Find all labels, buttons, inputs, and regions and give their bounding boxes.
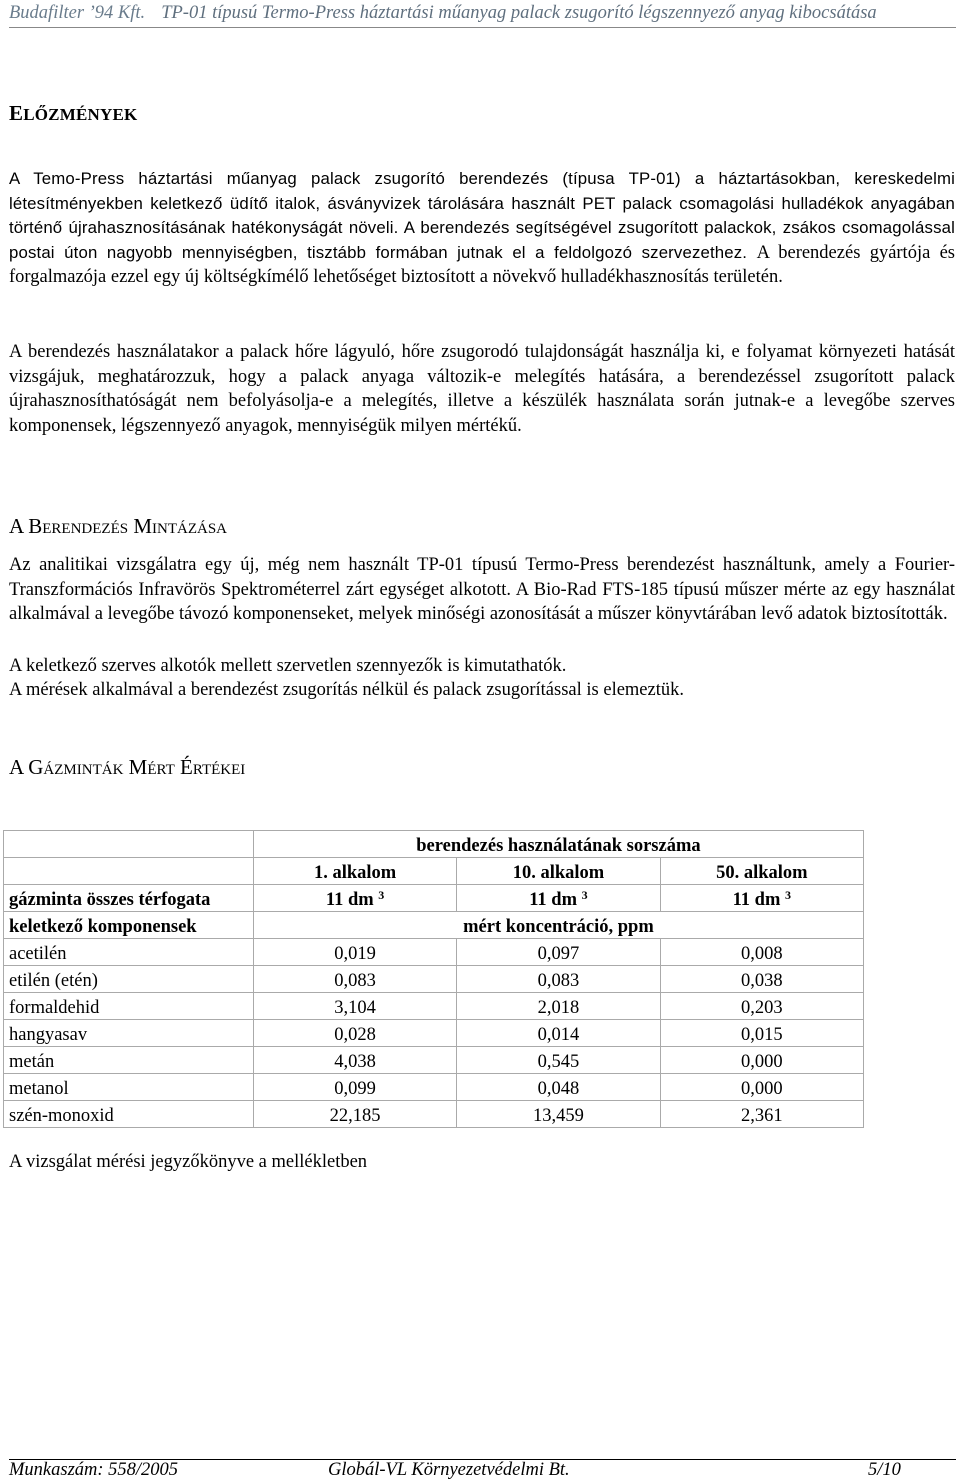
header-company: Budafilter ’94 Kft. — [9, 3, 146, 23]
footer-page-number: 5/10 — [868, 1460, 901, 1480]
concentration-value: 0,083 — [457, 966, 660, 993]
concentration-value: 0,015 — [660, 1020, 863, 1047]
volume-label: gázminta összes térfogata — [4, 885, 254, 912]
volume-value: 11 dm $^3$ — [457, 885, 660, 912]
concentration-value: 0,000 — [660, 1074, 863, 1101]
table-row — [4, 939, 864, 966]
concentration-value: 0,545 — [457, 1047, 660, 1074]
usage-paragraph: A berendezés használatakor a palack hőre lágyuló, hőre zsugorodó tulajdonságát használja ki, e folyamat környezeti hatását vizsgájuk, meghatározzuk, hogy a palack anyaga változik-e melegítés hatására, a berendezéssel zsugorított palack újrahasznosíthatóságát nem befolyásolja-e a melegítés, illetve a készülék használata során jutnak-e a levegőbe szerves komponensek, légszennyező anyagok, mennyiségük milyen mértékű. — [9, 342, 955, 436]
concentration-value: 0,099 — [253, 1074, 456, 1101]
section-heading-mintazas: A Berendezés Mintázása — [9, 514, 228, 538]
table-column-header: 10. alkalom — [457, 858, 660, 885]
concentration-value: 0,014 — [457, 1020, 660, 1047]
volume-value: 11 dm $^3$ — [253, 885, 456, 912]
table-row — [4, 1020, 864, 1047]
concentration-value: 22,185 — [253, 1101, 456, 1128]
page-footer — [9, 1459, 956, 1480]
concentration-value: 2,018 — [457, 993, 660, 1020]
table-row — [4, 1047, 864, 1074]
table-column-header: 50. alkalom — [660, 858, 863, 885]
concentration-value: 0,203 — [660, 993, 863, 1020]
table-group-header: berendezés használatának sorszáma — [253, 831, 863, 858]
concentration-value: 0,028 — [253, 1020, 456, 1047]
table-row-group-header — [4, 831, 864, 858]
inorganic-paragraph: A keletkező szerves alkotók mellett szervetlen szennyezők is kimutathatók. — [9, 656, 567, 676]
appendix-note: A vizsgálat mérési jegyzőkönyve a mellékletben — [9, 1152, 368, 1172]
concentration-header: mért koncentráció, ppm — [253, 912, 863, 939]
intro-sentence-1: A Temo-Press háztartási műanyag palack zsugorító berendezés (típusa TP-01) a háztartásokban, kereskedelmi létesítményekben keletkező üdítő italok, ásványvizek tárolására használt PET palack csomagolási hulladékok anyagában történő újrahasznosításának hatékonyságát növeli. — [9, 169, 955, 238]
component-name: hangyasav — [4, 1020, 254, 1047]
table-row — [4, 993, 864, 1020]
section-heading-gazmintak: A Gázminták Mért Értékei — [9, 755, 246, 779]
page-header — [9, 2, 956, 28]
components-label: keletkező komponensek — [4, 912, 254, 939]
concentration-value: 0,038 — [660, 966, 863, 993]
table-row — [4, 966, 864, 993]
volume-value: 11 dm $^3$ — [660, 885, 863, 912]
measurement-paragraph: A mérések alkalmával a berendezést zsugorítás nélkül és palack zsugorítással is elemeztük. — [9, 680, 684, 700]
heading-initial: E — [9, 101, 24, 125]
table-row — [4, 1101, 864, 1128]
footer-job-number: Munkaszám: 558/2005 — [9, 1460, 179, 1480]
component-name: acetilén — [4, 939, 254, 966]
table-row — [4, 1074, 864, 1101]
component-name: metán — [4, 1047, 254, 1074]
component-name: etilén (etén) — [4, 966, 254, 993]
concentration-value: 3,104 — [253, 993, 456, 1020]
table-column-header: 1. alkalom — [253, 858, 456, 885]
concentration-value: 0,083 — [253, 966, 456, 993]
table-cell-empty — [4, 858, 254, 885]
concentration-value: 0,048 — [457, 1074, 660, 1101]
footer-company: Globál-VL Környezetvédelmi Bt. — [328, 1460, 570, 1480]
heading-rest: LŐZMÉNYEK — [23, 105, 138, 124]
component-name: metanol — [4, 1074, 254, 1101]
table-row-components-header — [4, 912, 864, 939]
concentration-value: 13,459 — [457, 1101, 660, 1128]
section-heading-elozmenyek — [9, 100, 137, 128]
intro-sentence-3: A berendezés gyártója és forgalmazója ezzel egy új költségkímélő lehetőséget biztosított a növekvő hulladékhasznosítás területén. — [9, 242, 956, 288]
header-title: TP-01 típusú Termo-Press háztartási műanyag palack zsugorító légszennyező anyag kibocsátása — [161, 3, 877, 23]
analysis-paragraph: Az analitikai vizsgálatra egy új, még nem használt TP-01 típusú Termo-Press berendezést használtunk, amely a Fourier-Transzformációs Infravörös Spektrométerrel zárt egységet alkotott. A Bio-Rad FTS-185 típusú műszer mérte az egy használat alkalmával a levegőbe távozó komponenseket, melyek minőségi azonosítását a műszer könyvtárában levő adatok biztosították. — [9, 555, 955, 625]
concentration-value: 2,361 — [660, 1101, 863, 1128]
table-row-volume — [4, 885, 864, 912]
concentration-value: 0,019 — [253, 939, 456, 966]
concentration-value: 0,000 — [660, 1047, 863, 1074]
results-table — [3, 830, 864, 1128]
concentration-value: 0,097 — [457, 939, 660, 966]
component-name: formaldehid — [4, 993, 254, 1020]
intro-sentence-2: A berendezés segítségével zsugorított palackok, zsákos csomagolással postai úton nagyobb mennyiségben, tisztább formában jutnak el a feldolgozó szervezethez. — [9, 218, 955, 262]
concentration-value: 0,008 — [660, 939, 863, 966]
concentration-value: 4,038 — [253, 1047, 456, 1074]
table-row-columns — [4, 858, 864, 885]
table-cell-empty — [4, 831, 254, 858]
intro-paragraph — [9, 167, 955, 290]
component-name: szén-monoxid — [4, 1101, 254, 1128]
